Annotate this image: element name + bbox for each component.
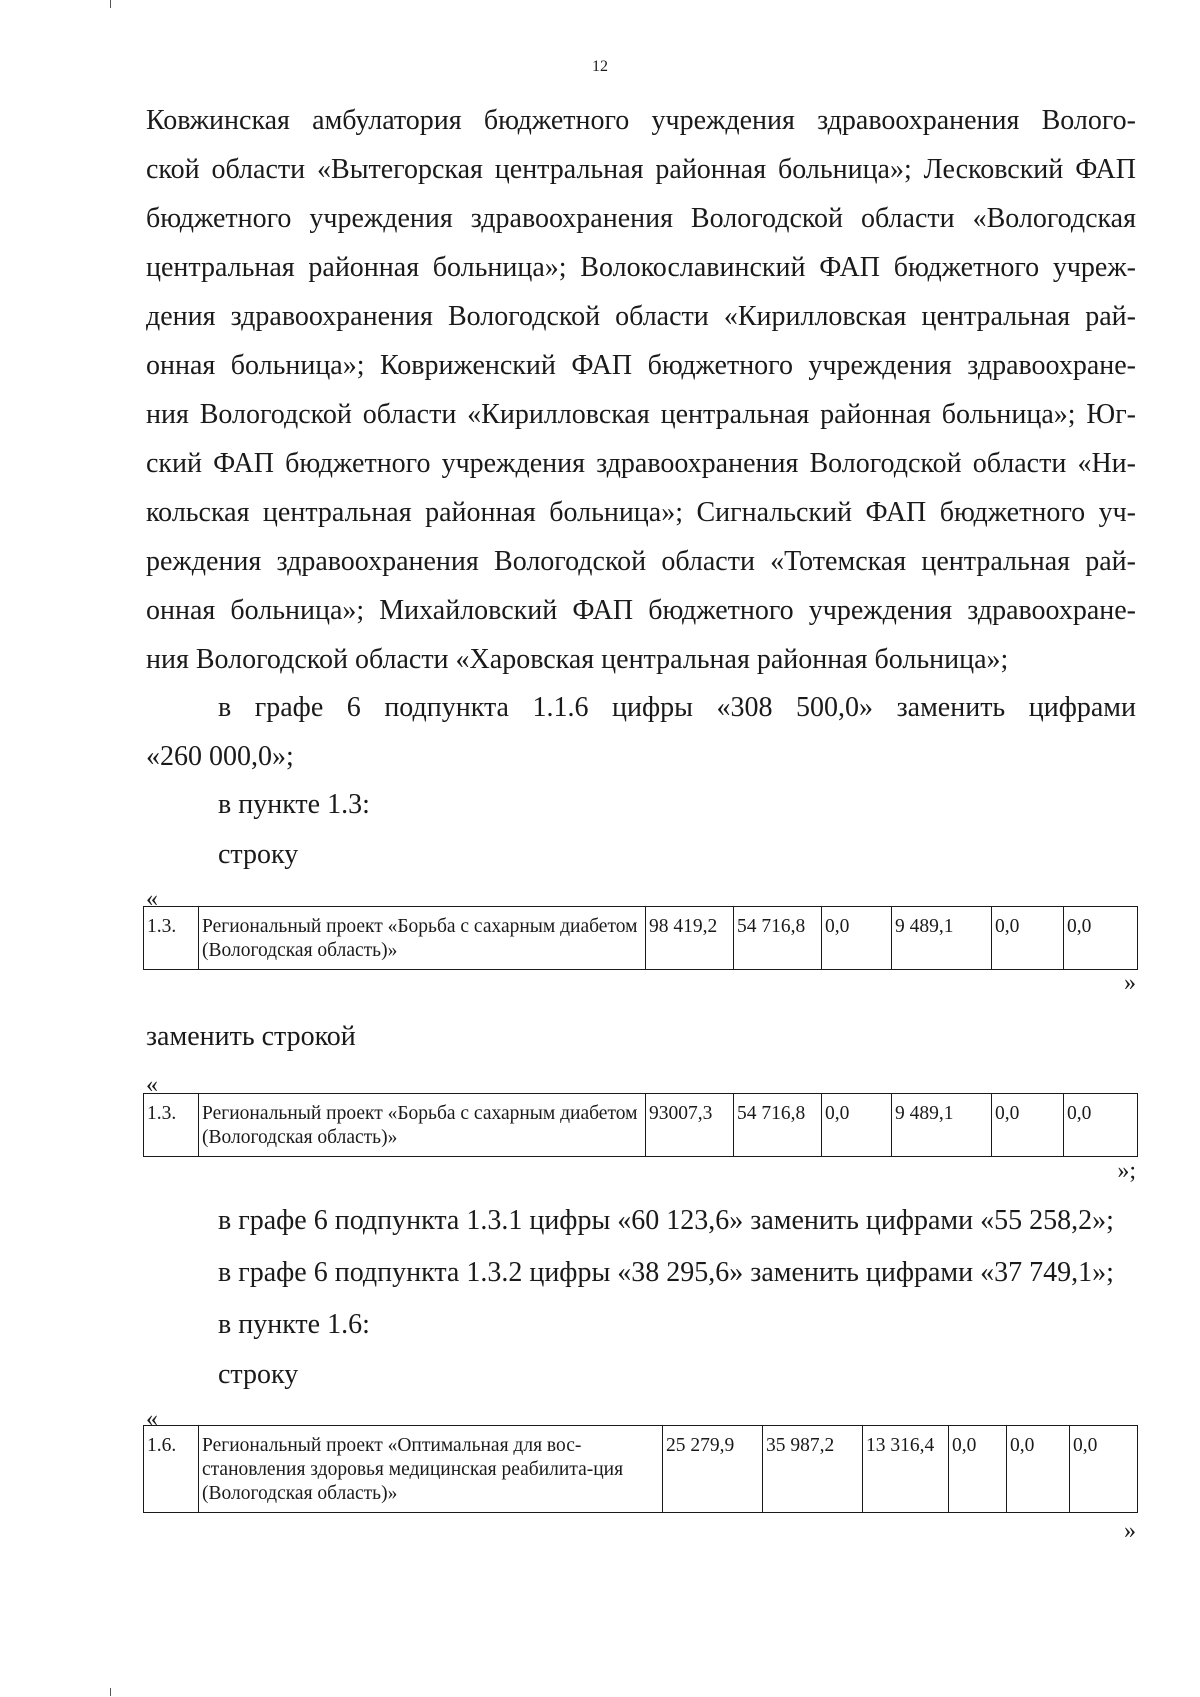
value-cell: 98 419,2	[646, 907, 734, 970]
page-number: 12	[592, 58, 608, 75]
value-cell: 0,0	[1064, 1094, 1138, 1157]
value-cell: 93007,3	[646, 1094, 734, 1157]
scan-mark-top	[110, 0, 111, 8]
row-number: 1.6.	[144, 1426, 199, 1513]
stroku-text: строку	[218, 839, 299, 870]
table-row-1-3-old	[143, 906, 1138, 970]
row-name: Региональный проект «Оптимальная для вос-становления здоровья медицинская реабилита-ция (Вологодская область)»	[199, 1426, 663, 1513]
value-cell: 0,0	[1070, 1426, 1138, 1513]
value-cell: 0,0	[1007, 1426, 1070, 1513]
graf6-line: «260 000,0»;	[146, 741, 294, 772]
value-cell: 0,0	[822, 1094, 892, 1157]
punkt-13-text: в пункте 1.3:	[218, 789, 370, 820]
value-cell: 54 716,8	[734, 907, 822, 970]
quote-close: »	[1124, 970, 1136, 996]
quote-open: «	[146, 886, 158, 912]
body-line: ния Вологодской области «Харовская центральная районная больница»;	[146, 644, 1009, 675]
value-cell: 54 716,8	[734, 1094, 822, 1157]
graf6-line: в графе 6 подпункта 1.1.6 цифры «308 500,0» заменить цифрами	[218, 692, 1136, 723]
value-cell: 25 279,9	[663, 1426, 763, 1513]
body-line: бюджетного учреждения здравоохранения Вологодской области «Вологодская	[146, 203, 1136, 234]
row-name: Региональный проект «Борьба с сахарным диабетом (Вологодская область)»	[199, 1094, 646, 1157]
graf6-paragraph	[146, 683, 1136, 781]
body-line: онная больница»; Ковриженский ФАП бюджетного учреждения здравоохране-	[146, 350, 1136, 381]
value-cell: 0,0	[822, 907, 892, 970]
row-name: Региональный проект «Борьба с сахарным диабетом (Вологодская область)»	[199, 907, 646, 970]
body-line: Ковжинская амбулатория бюджетного учреждения здравоохранения Волого-	[146, 105, 1136, 136]
scan-mark-bottom	[110, 1688, 111, 1696]
quote-close: »	[1124, 1518, 1136, 1544]
body-line: дения здравоохранения Вологодской области «Кирилловская центральная рай-	[146, 301, 1136, 332]
value-cell: 35 987,2	[763, 1426, 863, 1513]
body-line: реждения здравоохранения Вологодской области «Тотемская центральная рай-	[146, 546, 1136, 577]
table-row-1-3-new	[143, 1093, 1138, 1157]
quote-open: «	[146, 1072, 158, 1098]
body-line: кольская центральная районная больница»; Сигнальский ФАП бюджетного уч-	[146, 497, 1136, 528]
body-line: ский ФАП бюджетного учреждения здравоохранения Вологодской области «Ни-	[146, 448, 1136, 479]
body-line: ния Вологодской области «Кирилловская центральная районная больница»; Юг-	[146, 399, 1136, 430]
stroku-text: строку	[218, 1359, 299, 1390]
value-cell: 13 316,4	[863, 1426, 949, 1513]
subitem-132-text: в графе 6 подпункта 1.3.2 цифры «38 295,6» заменить цифрами «37 749,1»;	[218, 1257, 1114, 1288]
value-cell: 9 489,1	[892, 1094, 992, 1157]
punkt-16-text: в пункте 1.6:	[218, 1309, 370, 1340]
zamenit-text: заменить строкой	[146, 1021, 356, 1052]
quote-close-semicolon: »;	[1117, 1158, 1136, 1184]
row-number: 1.3.	[144, 1094, 199, 1157]
value-cell: 0,0	[992, 907, 1064, 970]
body-line: онная больница»; Михайловский ФАП бюджетного учреждения здравоохране-	[146, 595, 1136, 626]
body-line: ской области «Вытегорская центральная районная больница»; Лесковский ФАП	[146, 154, 1136, 185]
row-number: 1.3.	[144, 907, 199, 970]
table-row-1-6	[143, 1425, 1138, 1513]
body-line: центральная районная больница»; Волокославинский ФАП бюджетного учреж-	[146, 252, 1136, 283]
quote-open: «	[146, 1406, 158, 1432]
subitem-131-text: в графе 6 подпункта 1.3.1 цифры «60 123,6» заменить цифрами «55 258,2»;	[218, 1205, 1114, 1236]
value-cell: 0,0	[949, 1426, 1007, 1513]
value-cell: 0,0	[1064, 907, 1138, 970]
body-paragraph	[146, 96, 1136, 684]
value-cell: 9 489,1	[892, 907, 992, 970]
value-cell: 0,0	[992, 1094, 1064, 1157]
